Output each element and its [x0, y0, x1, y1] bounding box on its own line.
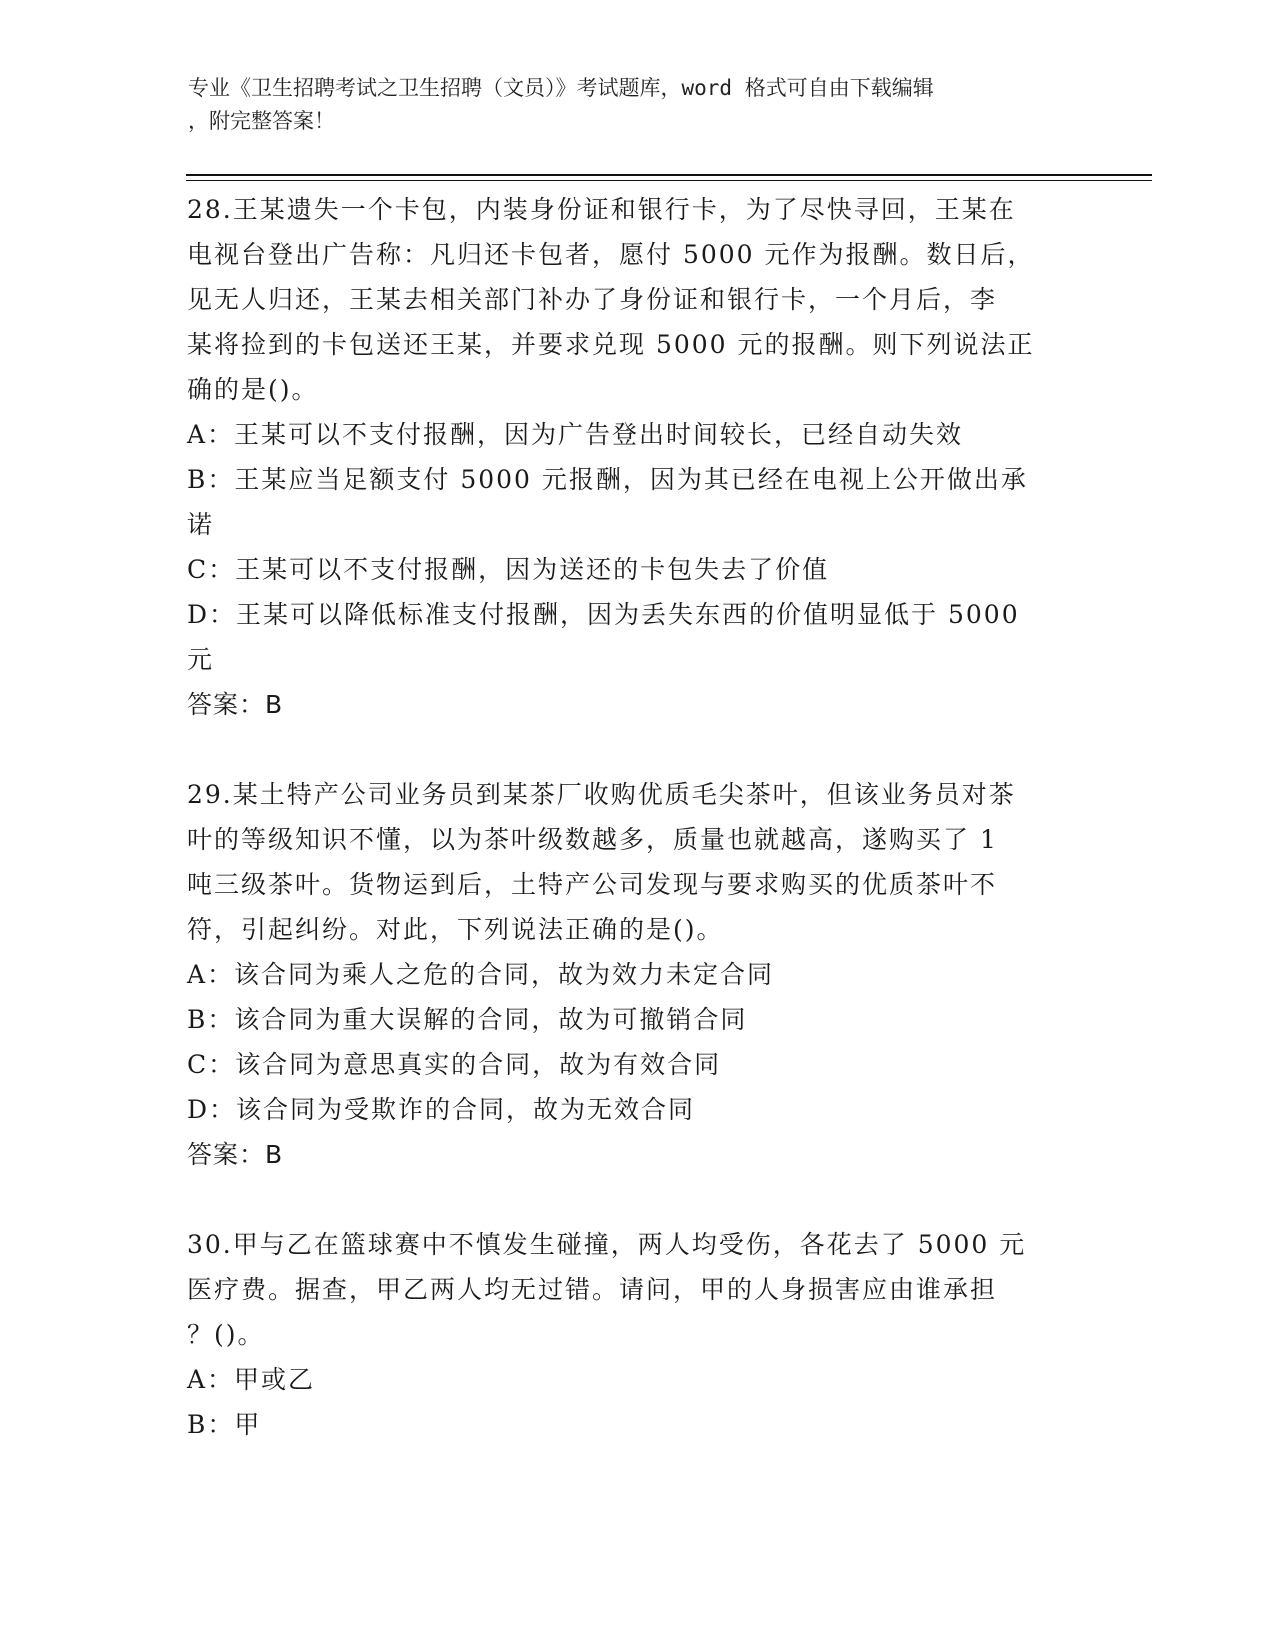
option-line: D：王某可以降低标准支付报酬，因为丢失东西的价值明显低于 5000	[187, 600, 1020, 629]
answer-label: 答案：B	[187, 690, 284, 719]
document-header	[188, 72, 1068, 138]
option-line: B：甲	[187, 1410, 262, 1439]
header-divider-thin	[186, 180, 1152, 181]
option-line: B：该合同为重大误解的合同，故为可撤销合同	[187, 1005, 748, 1034]
question-stem-line: 28.王某遗失一个卡包，内装身份证和银行卡，为了尽快寻回，王某在	[187, 195, 1016, 224]
question-29	[187, 772, 1087, 1177]
header-line: 专业《卫生招聘考试之卫生招聘（文员）》考试题库，word 格式可自由下载编辑	[188, 76, 934, 100]
option-line: A：甲或乙	[187, 1365, 316, 1394]
question-stem-line: 电视台登出广告称：凡归还卡包者，愿付 5000 元作为报酬。数日后，	[187, 240, 1035, 269]
option-line: B：王某应当足额支付 5000 元报酬，因为其已经在电视上公开做出承	[187, 465, 1028, 494]
question-stem-line: 见无人归还，王某去相关部门补办了身份证和银行卡，一个月后，李	[187, 285, 998, 314]
question-30	[187, 1222, 1087, 1447]
header-line: ，附完整答案！	[188, 109, 335, 133]
answer-label: 答案：B	[187, 1140, 284, 1169]
question-spacer	[187, 727, 1087, 772]
option-line: C：王某可以不支付报酬，因为送还的卡包失去了价值	[187, 555, 830, 584]
question-stem-line: ？()。	[187, 1320, 265, 1349]
question-stem-line: 29.某土特产公司业务员到某茶厂收购优质毛尖茶叶，但该业务员对茶	[187, 780, 1016, 809]
question-stem-line: 吨三级茶叶。货物运到后，土特产公司发现与要求购买的优质茶叶不	[187, 870, 998, 899]
option-line: 诺	[187, 510, 215, 539]
question-list	[187, 187, 1087, 1447]
question-stem-line: 医疗费。据查，甲乙两人均无过错。请问，甲的人身损害应由谁承担	[187, 1275, 998, 1304]
question-stem-line: 符，引起纠纷。对此，下列说法正确的是()。	[187, 915, 724, 944]
question-stem-line: 某将捡到的卡包送还王某，并要求兑现 5000 元的报酬。则下列说法正	[187, 330, 1035, 359]
option-line: 元	[187, 645, 215, 674]
option-line: A：该合同为乘人之危的合同，故为效力未定合同	[187, 960, 775, 989]
question-stem-line: 叶的等级知识不懂，以为茶叶级数越多，质量也就越高，遂购买了 1	[187, 825, 998, 854]
question-stem-line: 30.甲与乙在篮球赛中不慎发生碰撞，两人均受伤，各花去了 5000 元	[187, 1230, 1027, 1259]
question-spacer	[187, 1177, 1087, 1222]
question-28	[187, 187, 1087, 727]
option-line: C：该合同为意思真实的合同，故为有效合同	[187, 1050, 722, 1079]
option-line: A：王某可以不支付报酬，因为广告登出时间较长，已经自动失效	[187, 420, 964, 449]
option-line: D：该合同为受欺诈的合同，故为无效合同	[187, 1095, 696, 1124]
header-divider-thick	[186, 174, 1152, 176]
question-stem-line: 确的是()。	[187, 375, 319, 404]
